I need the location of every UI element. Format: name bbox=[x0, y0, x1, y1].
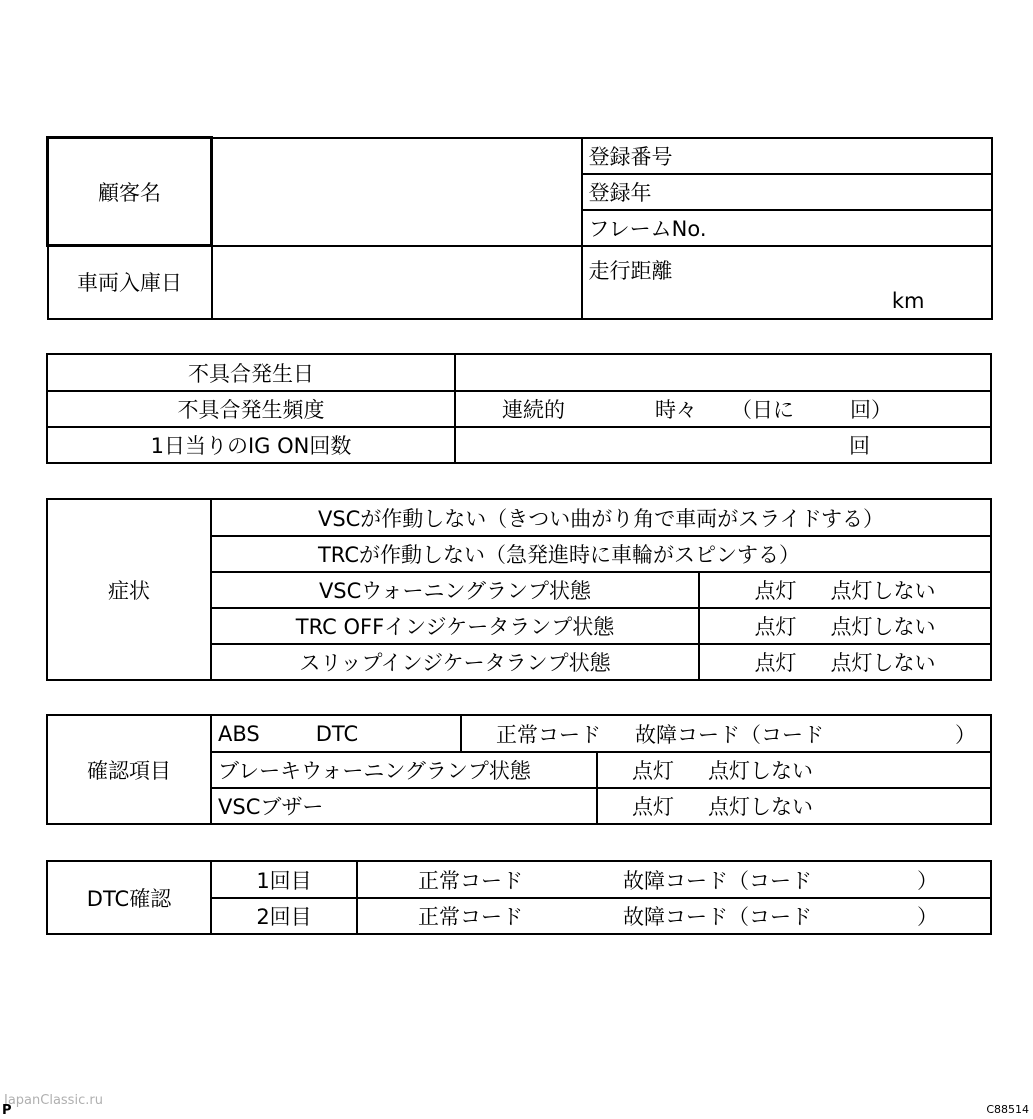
malfunction-date-field[interactable] bbox=[455, 354, 991, 391]
fault-code-option[interactable]: 故障コード（コード bbox=[623, 868, 812, 893]
dtc-result-field[interactable] bbox=[357, 898, 991, 934]
dtc-attempt-label: 2回目 bbox=[211, 898, 357, 934]
ig-on-count-unit: 回 bbox=[849, 434, 870, 458]
dtc-check-table bbox=[46, 860, 992, 935]
ig-on-count-label: 1日当りのIG ON回数 bbox=[47, 427, 455, 463]
brake-lamp-status-field[interactable] bbox=[597, 752, 991, 788]
entry-date-field[interactable] bbox=[212, 246, 582, 319]
normal-code-option[interactable]: 正常コード bbox=[418, 905, 523, 929]
lamp-off-option[interactable]: 点灯しない bbox=[830, 651, 936, 675]
frequency-sometimes-option[interactable]: 時々 bbox=[655, 398, 697, 422]
brake-warning-lamp-label: ブレーキウォーニングランプ状態 bbox=[211, 752, 597, 788]
check-items-label: 確認項目 bbox=[47, 715, 211, 824]
registration-year-field[interactable] bbox=[582, 174, 992, 210]
dtc-check-label: DTC確認 bbox=[47, 861, 211, 934]
mileage-label: 走行距離 bbox=[588, 258, 673, 283]
malfunction-frequency-label: 不具合発生頻度 bbox=[47, 391, 455, 427]
lamp-on-option[interactable]: 点灯 bbox=[754, 651, 797, 675]
lamp-on-option[interactable]: 点灯 bbox=[754, 579, 797, 603]
lamp-name: スリップインジケータランプ状態 bbox=[211, 644, 699, 680]
figure-code: C88514 bbox=[986, 1103, 1029, 1116]
frequency-times-text: 回） bbox=[850, 398, 892, 422]
lamp-status-field[interactable] bbox=[699, 572, 991, 608]
fault-code-option[interactable]: 故障コード（コード bbox=[623, 905, 812, 929]
vsc-buzzer-on-option[interactable]: 点灯 bbox=[632, 795, 674, 819]
dtc-attempt-label: 1回目 bbox=[211, 861, 357, 898]
vsc-buzzer-off-option[interactable]: 点灯しない bbox=[708, 795, 813, 819]
lamp-name: TRC OFFインジケータランプ状態 bbox=[211, 608, 699, 644]
trc-not-operating-item[interactable]: TRCが作動しない（急発進時に車輪がスピンする） bbox=[211, 536, 991, 572]
malfunction-table bbox=[46, 353, 992, 464]
vsc-buzzer-label: VSCブザー bbox=[211, 788, 597, 824]
abs-dtc-result-field[interactable] bbox=[461, 715, 991, 752]
lamp-off-option[interactable]: 点灯しない bbox=[830, 579, 936, 603]
watermark: JapanClassic.ru bbox=[4, 1093, 103, 1108]
page-letter: P bbox=[2, 1103, 12, 1118]
entry-date-label: 車両入庫日 bbox=[48, 246, 212, 319]
malfunction-frequency-field[interactable] bbox=[455, 391, 991, 427]
mileage-field[interactable] bbox=[582, 246, 992, 319]
dtc-text: DTC bbox=[315, 721, 359, 746]
frame-no-field[interactable] bbox=[582, 210, 992, 246]
brake-lamp-on-option[interactable]: 点灯 bbox=[632, 759, 674, 783]
frequency-continuous-option[interactable]: 連続的 bbox=[502, 398, 565, 422]
customer-name-label: 顧客名 bbox=[48, 138, 212, 246]
frequency-per-day-text: （日に bbox=[731, 398, 794, 422]
lamp-name: VSCウォーニングランプ状態 bbox=[211, 572, 699, 608]
ig-on-count-field[interactable] bbox=[455, 427, 991, 463]
malfunction-date-label: 不具合発生日 bbox=[47, 354, 455, 391]
lamp-status-field[interactable] bbox=[699, 608, 991, 644]
vehicle-info-table bbox=[46, 136, 993, 320]
normal-code-option[interactable]: 正常コード bbox=[418, 868, 523, 893]
fault-code-option[interactable]: 故障コード（コード bbox=[635, 722, 824, 747]
dtc-result-field[interactable] bbox=[357, 861, 991, 898]
normal-code-option[interactable]: 正常コード bbox=[496, 722, 601, 747]
abs-dtc-cell bbox=[211, 715, 461, 752]
lamp-on-option[interactable]: 点灯 bbox=[754, 615, 797, 639]
registration-year-label: 登録年 bbox=[588, 180, 652, 205]
vsc-not-operating-item[interactable]: VSCが作動しない（きつい曲がり角で車両がスライドする） bbox=[211, 499, 991, 536]
lamp-status-field[interactable] bbox=[699, 644, 991, 680]
fault-code-close-paren: ） bbox=[955, 722, 976, 747]
frame-no-label: フレームNo. bbox=[588, 216, 707, 241]
brake-lamp-off-option[interactable]: 点灯しない bbox=[708, 759, 813, 783]
check-items-table bbox=[46, 714, 992, 825]
registration-number-label: 登録番号 bbox=[588, 144, 673, 169]
symptoms-label: 症状 bbox=[47, 499, 211, 680]
lamp-off-option[interactable]: 点灯しない bbox=[830, 615, 936, 639]
customer-name-field[interactable] bbox=[212, 138, 582, 246]
dtc-check-row bbox=[47, 861, 991, 898]
fault-code-close-paren: ） bbox=[917, 868, 938, 893]
registration-number-field[interactable] bbox=[582, 138, 992, 174]
abs-text: ABS bbox=[218, 721, 260, 746]
symptoms-table bbox=[46, 498, 992, 681]
fault-code-close-paren: ） bbox=[917, 905, 938, 929]
mileage-unit: km bbox=[891, 288, 925, 313]
vsc-buzzer-status-field[interactable] bbox=[597, 788, 991, 824]
